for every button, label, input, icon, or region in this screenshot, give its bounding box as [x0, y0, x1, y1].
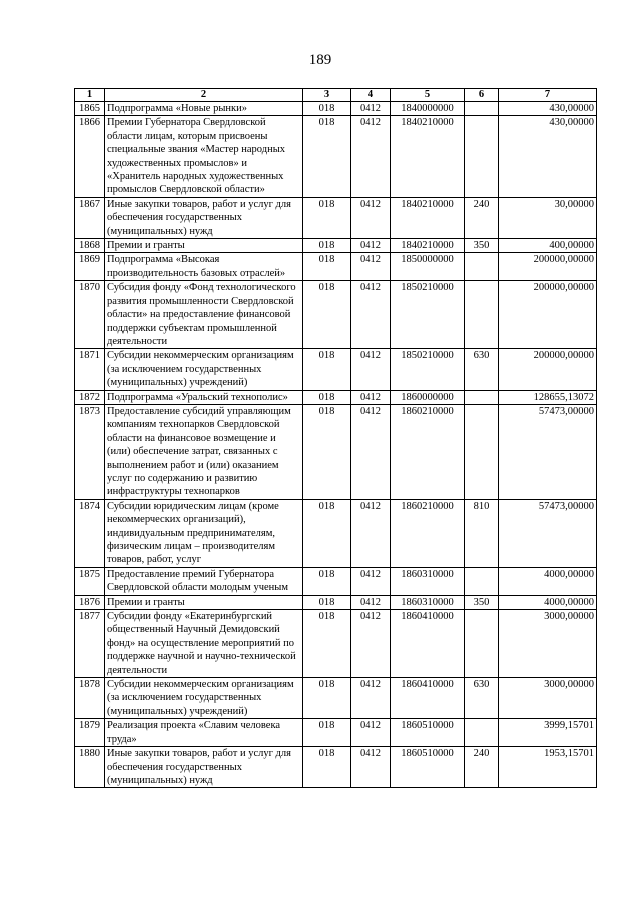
table-row [75, 116, 597, 197]
row-code6-cell [465, 102, 499, 116]
row-code6-cell: 630 [465, 349, 499, 390]
column-header: 3 [303, 89, 351, 102]
row-number-cell: 1871 [75, 349, 105, 390]
row-amount-cell: 430,00000 [499, 116, 597, 197]
row-code4-cell: 0412 [351, 390, 391, 404]
row-amount-cell: 430,00000 [499, 102, 597, 116]
row-name-cell: Иные закупки товаров, работ и услуг для обеспечения государственных (муниципальных) нужд [105, 197, 303, 238]
row-code6-cell [465, 404, 499, 499]
row-code3-cell: 018 [303, 747, 351, 788]
row-number-cell: 1870 [75, 281, 105, 349]
row-code3-cell: 018 [303, 404, 351, 499]
row-code6-cell [465, 567, 499, 595]
table-row [75, 567, 597, 595]
row-code5-cell: 1840210000 [391, 116, 465, 197]
row-code6-cell [465, 281, 499, 349]
row-name-cell: Премии Губернатора Свердловской области лицам, которым присвоены специальные звания «Мастер народных художественных промыслов» и «Хранитель народных художественных промыслов Свердловской области» [105, 116, 303, 197]
row-code6-cell [465, 719, 499, 747]
row-name-cell: Премии и гранты [105, 239, 303, 253]
budget-table [74, 88, 597, 788]
row-code4-cell: 0412 [351, 747, 391, 788]
table-row [75, 678, 597, 719]
row-name-cell: Подпрограмма «Уральский технополис» [105, 390, 303, 404]
row-code5-cell: 1850000000 [391, 253, 465, 281]
row-amount-cell: 57473,00000 [499, 404, 597, 499]
row-number-cell: 1879 [75, 719, 105, 747]
row-amount-cell: 200000,00000 [499, 349, 597, 390]
row-amount-cell: 1953,15701 [499, 747, 597, 788]
row-code3-cell: 018 [303, 390, 351, 404]
table-header-row [75, 89, 597, 102]
row-code5-cell: 1840210000 [391, 197, 465, 238]
row-code6-cell [465, 390, 499, 404]
row-number-cell: 1875 [75, 567, 105, 595]
row-name-cell: Субсидии некоммерческим организациям (за исключением государственных (муниципальных) учреждений) [105, 678, 303, 719]
row-code3-cell: 018 [303, 678, 351, 719]
row-code6-cell: 240 [465, 197, 499, 238]
table-row [75, 281, 597, 349]
row-code3-cell: 018 [303, 719, 351, 747]
row-code3-cell: 018 [303, 253, 351, 281]
table-row [75, 239, 597, 253]
row-code5-cell: 1840000000 [391, 102, 465, 116]
row-number-cell: 1866 [75, 116, 105, 197]
row-code6-cell: 350 [465, 595, 499, 609]
row-amount-cell: 57473,00000 [499, 499, 597, 567]
row-code5-cell: 1860510000 [391, 747, 465, 788]
row-code3-cell: 018 [303, 197, 351, 238]
row-number-cell: 1869 [75, 253, 105, 281]
row-code4-cell: 0412 [351, 116, 391, 197]
row-code3-cell: 018 [303, 349, 351, 390]
row-code3-cell: 018 [303, 499, 351, 567]
row-code4-cell: 0412 [351, 239, 391, 253]
row-number-cell: 1878 [75, 678, 105, 719]
row-code4-cell: 0412 [351, 349, 391, 390]
row-code3-cell: 018 [303, 281, 351, 349]
row-number-cell: 1865 [75, 102, 105, 116]
row-amount-cell: 200000,00000 [499, 281, 597, 349]
row-code5-cell: 1860310000 [391, 567, 465, 595]
column-header: 1 [75, 89, 105, 102]
row-code4-cell: 0412 [351, 197, 391, 238]
row-code4-cell: 0412 [351, 102, 391, 116]
row-code4-cell: 0412 [351, 253, 391, 281]
row-name-cell: Реализация проекта «Славим человека труда» [105, 719, 303, 747]
row-amount-cell: 3999,15701 [499, 719, 597, 747]
table-row [75, 390, 597, 404]
row-code4-cell: 0412 [351, 404, 391, 499]
table-row [75, 595, 597, 609]
row-code4-cell: 0412 [351, 678, 391, 719]
row-amount-cell: 200000,00000 [499, 253, 597, 281]
row-name-cell: Подпрограмма «Новые рынки» [105, 102, 303, 116]
row-number-cell: 1867 [75, 197, 105, 238]
row-amount-cell: 3000,00000 [499, 678, 597, 719]
row-name-cell: Субсидия фонду «Фонд технологического развития промышленности Свердловской области» на предоставление финансовой поддержки субъектам промышленной деятельности [105, 281, 303, 349]
row-number-cell: 1873 [75, 404, 105, 499]
row-code3-cell: 018 [303, 610, 351, 678]
table-row [75, 197, 597, 238]
table-row [75, 610, 597, 678]
row-code5-cell: 1840210000 [391, 239, 465, 253]
column-header: 5 [391, 89, 465, 102]
table-row [75, 404, 597, 499]
row-code5-cell: 1860410000 [391, 678, 465, 719]
row-code3-cell: 018 [303, 567, 351, 595]
row-code6-cell [465, 610, 499, 678]
table-row [75, 747, 597, 788]
row-amount-cell: 128655,13072 [499, 390, 597, 404]
row-number-cell: 1877 [75, 610, 105, 678]
table-row [75, 349, 597, 390]
row-name-cell: Премии и гранты [105, 595, 303, 609]
row-name-cell: Субсидии юридическим лицам (кроме некоммерческих организаций), индивидуальным предпринимателям, физическим лицам – производителям товаров, работ, услуг [105, 499, 303, 567]
page-number: 189 [308, 52, 332, 68]
row-name-cell: Иные закупки товаров, работ и услуг для обеспечения государственных (муниципальных) нужд [105, 747, 303, 788]
row-code5-cell: 1860410000 [391, 610, 465, 678]
column-header: 6 [465, 89, 499, 102]
row-code4-cell: 0412 [351, 595, 391, 609]
row-code4-cell: 0412 [351, 567, 391, 595]
row-code6-cell: 240 [465, 747, 499, 788]
row-name-cell: Предоставление субсидий управляющим компаниям технопарков Свердловской области на финансовое возмещение и (или) обеспечение затрат, связанных с выполнением работ и (или) оказанием услуг по содержанию и развитию инфраструктуры технопарков [105, 404, 303, 499]
row-code3-cell: 018 [303, 102, 351, 116]
row-code6-cell: 810 [465, 499, 499, 567]
table-row [75, 102, 597, 116]
row-code5-cell: 1860510000 [391, 719, 465, 747]
column-header: 4 [351, 89, 391, 102]
row-code6-cell: 630 [465, 678, 499, 719]
row-code4-cell: 0412 [351, 281, 391, 349]
row-code5-cell: 1850210000 [391, 281, 465, 349]
row-amount-cell: 30,00000 [499, 197, 597, 238]
column-header: 7 [499, 89, 597, 102]
row-name-cell: Подпрограмма «Высокая производительность базовых отраслей» [105, 253, 303, 281]
table-row [75, 719, 597, 747]
row-name-cell: Предоставление премий Губернатора Свердловской области молодым ученым [105, 567, 303, 595]
row-code6-cell [465, 116, 499, 197]
row-name-cell: Субсидии фонду «Екатеринбургский общественный Научный Демидовский фонд» на осуществление мероприятий по поддержке научной и научно-технической деятельности [105, 610, 303, 678]
row-code3-cell: 018 [303, 239, 351, 253]
row-code5-cell: 1860310000 [391, 595, 465, 609]
table-row [75, 253, 597, 281]
row-code3-cell: 018 [303, 595, 351, 609]
row-code4-cell: 0412 [351, 610, 391, 678]
row-number-cell: 1874 [75, 499, 105, 567]
row-code5-cell: 1850210000 [391, 349, 465, 390]
row-number-cell: 1868 [75, 239, 105, 253]
row-name-cell: Субсидии некоммерческим организациям (за исключением государственных (муниципальных) учреждений) [105, 349, 303, 390]
row-code6-cell [465, 253, 499, 281]
row-code5-cell: 1860210000 [391, 499, 465, 567]
row-number-cell: 1880 [75, 747, 105, 788]
row-code6-cell: 350 [465, 239, 499, 253]
row-code4-cell: 0412 [351, 719, 391, 747]
row-amount-cell: 400,00000 [499, 239, 597, 253]
column-header: 2 [105, 89, 303, 102]
row-code4-cell: 0412 [351, 499, 391, 567]
row-code3-cell: 018 [303, 116, 351, 197]
row-number-cell: 1872 [75, 390, 105, 404]
row-code5-cell: 1860210000 [391, 404, 465, 499]
row-amount-cell: 4000,00000 [499, 595, 597, 609]
table-row [75, 499, 597, 567]
row-number-cell: 1876 [75, 595, 105, 609]
row-code5-cell: 1860000000 [391, 390, 465, 404]
row-amount-cell: 3000,00000 [499, 610, 597, 678]
row-amount-cell: 4000,00000 [499, 567, 597, 595]
